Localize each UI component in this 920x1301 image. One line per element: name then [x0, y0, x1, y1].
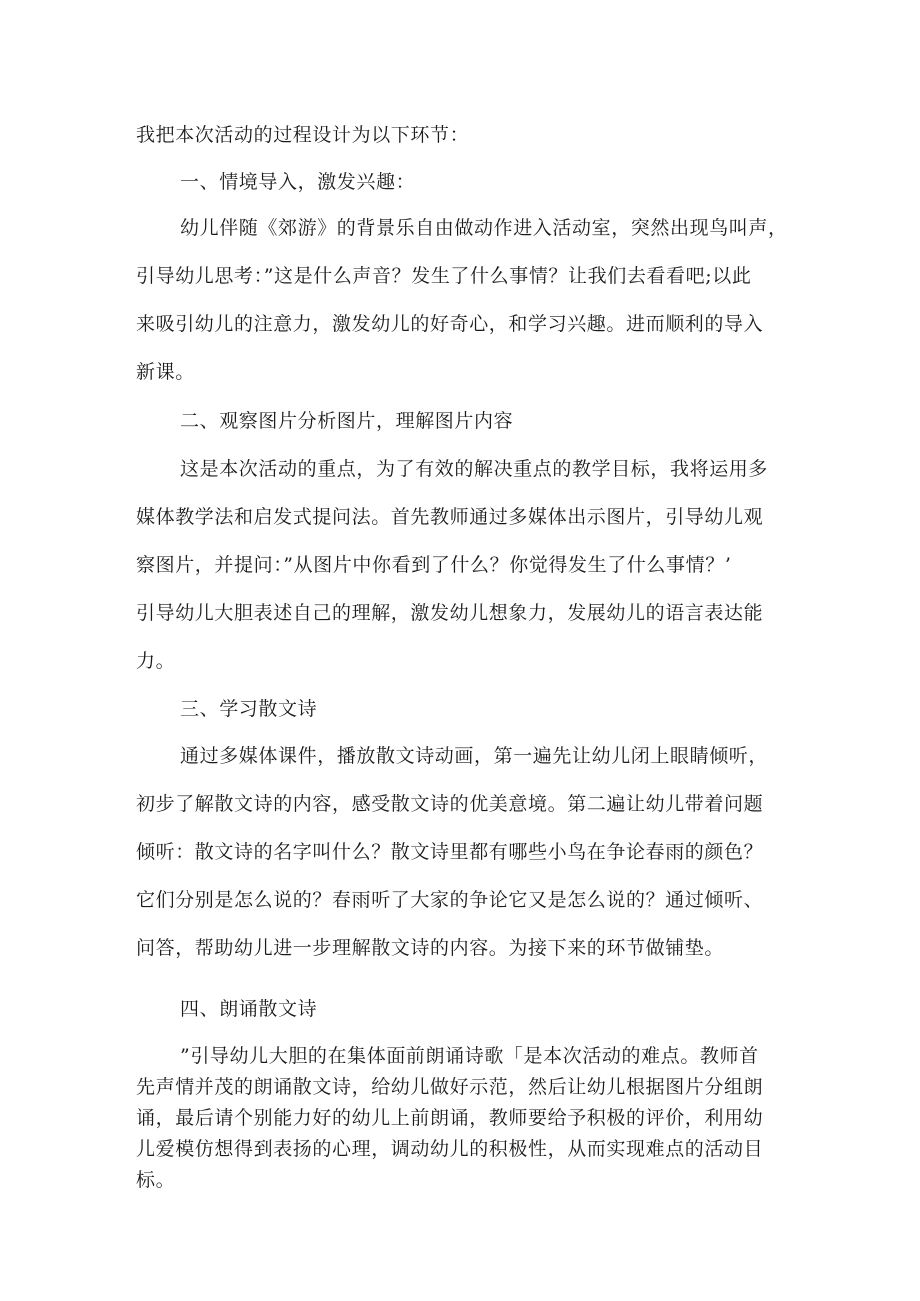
- paragraph-line: 新课。: [136, 361, 195, 383]
- paragraph-line: 初步了解散文诗的内容，感受散文诗的优美意境。第二遍让幼儿带着问题: [136, 793, 764, 815]
- paragraph-line: 媒体教学法和启发式提问法。首先教师通过多媒体出示图片，引导幼儿观: [136, 506, 764, 528]
- intro-paragraph: [136, 121, 788, 149]
- section-1-heading: [136, 168, 832, 196]
- section-3-paragraph: [136, 742, 788, 962]
- section-2-heading: [136, 407, 832, 435]
- paragraph-line: 问答，帮助幼儿进一步理解散文诗的内容。为接下来的环节做铺垫。: [136, 937, 725, 959]
- section-4-paragraph: [136, 1042, 788, 1194]
- paragraph-line: 来吸引幼儿的注意力，激发幼儿的好奇心，和学习兴趣。进而顺利的导入: [136, 313, 764, 335]
- paragraph-line: 倾听：散文诗的名字叫什么？散文诗里都有哪些小鸟在争论春雨的颜色？: [136, 841, 764, 863]
- paragraph-line: 察图片，并提问：”从图片中你看到了什么？你觉得发生了什么事情？’: [136, 554, 732, 576]
- paragraph-line: 这是本次活动的重点，为了有效的解决重点的教学目标，我将运用多: [180, 458, 769, 480]
- paragraph-line: 标。: [136, 1169, 176, 1191]
- paragraph-line: 引导幼儿大胆表述自己的理解，激发幼儿想象力，发展幼儿的语言表达能: [136, 602, 764, 624]
- paragraph-line: 幼儿伴随《郊游》的背景乐自由做动作进入活动室，突然出现鸟叫声，: [180, 217, 788, 239]
- section-2-paragraph: [136, 455, 788, 675]
- section-heading: 一、情境导入，激发兴趣：: [180, 171, 416, 193]
- section-heading: 二、观察图片分析图片，理解图片内容: [180, 410, 514, 432]
- paragraph-line: 通过多媒体课件，播放散文诗动画，第一遍先让幼儿闭上眼睛倾听，: [180, 745, 769, 767]
- paragraph-line: ”引导幼儿大胆的在集体面前朗诵诗歌「是本次活动的难点。教师首: [180, 1045, 759, 1067]
- paragraph-line: 力。: [136, 650, 176, 672]
- paragraph-line: 引导幼儿思考：”这是什么声音？发生了什么事情？让我们去看看吧;以此: [136, 265, 752, 287]
- section-heading: 四、朗诵散文诗: [180, 998, 318, 1020]
- section-1-paragraph: [136, 214, 788, 386]
- section-4-heading: [136, 995, 832, 1023]
- paragraph-line: 先声情并茂的朗诵散文诗，给幼儿做好示范，然后让幼儿根据图片分组朗: [136, 1076, 764, 1098]
- paragraph-line: 诵，最后请个别能力好的幼儿上前朗诵，教师要给予积极的评价，利用幼: [136, 1107, 764, 1129]
- section-heading: 三、学习散文诗: [180, 698, 318, 720]
- paragraph-line: 儿爱模仿想得到表扬的心理，调动幼儿的积极性，从而实现难点的活动目: [136, 1138, 764, 1160]
- section-3-heading: [136, 695, 832, 723]
- paragraph-line: 它们分别是怎么说的？春雨听了大家的争论它又是怎么说的？通过倾听、: [136, 889, 764, 911]
- intro-line: 我把本次活动的过程设计为以下环节：: [136, 124, 470, 146]
